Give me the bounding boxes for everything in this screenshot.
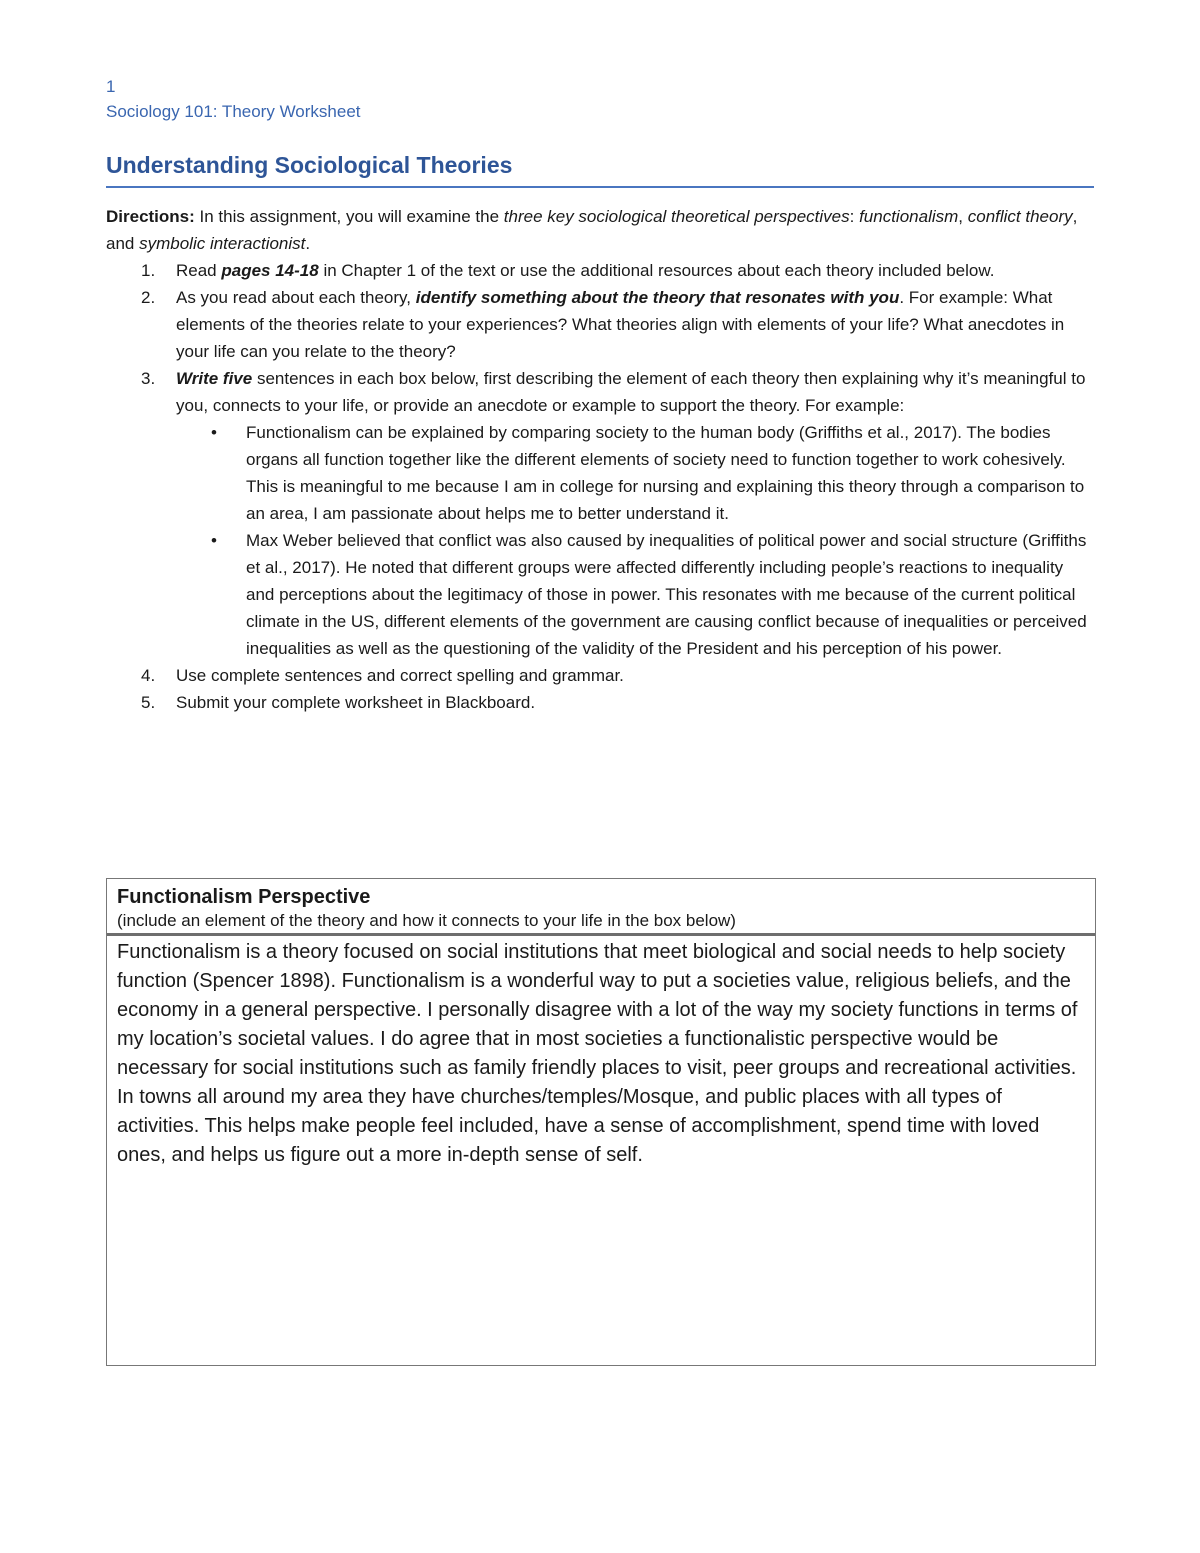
step-text: . For example: What elements of the theories relate to your experiences? What theories align with elements of your life? What anecdotes in your life can you relate to the theory? [176, 288, 1065, 361]
page-title: Understanding Sociological Theories [106, 152, 513, 178]
step-text: in Chapter 1 of the text or use the additional resources about each theory included below. [318, 261, 995, 280]
theory-conflict: conflict theory [967, 207, 1073, 226]
theory-symbolic: symbolic interactionist [139, 234, 306, 253]
step-text: As you read about each theory, [176, 288, 416, 307]
box-title: Functionalism Perspective [117, 886, 371, 908]
directions-text: : [849, 207, 860, 226]
examples-list [176, 419, 1096, 662]
directions-label: Directions: [106, 207, 195, 226]
step-text: Read [176, 261, 222, 280]
example-item [176, 419, 1096, 527]
step-emphasis: Write five [176, 369, 253, 388]
step-emphasis: pages 14-18 [221, 261, 319, 280]
example-item [176, 527, 1096, 662]
step-number: 3. [141, 369, 156, 388]
step-emphasis: identify something about the theory that resonates with you [415, 288, 900, 307]
bullet-icon: • [211, 531, 217, 550]
theory-functionalism: functionalism [859, 207, 959, 226]
title-divider [106, 186, 1094, 188]
response-text[interactable]: Functionalism is a theory focused on social institutions that meet biological and social needs to help society function (Spencer 1898). Functionalism is a wonderful way to put a societies value, religious beliefs, and the economy in a general perspective. I personally disagree with a lot of the way my society functions in terms of my location’s societal values. I do agree that in most societies a functionalistic perspective would be necessary for social institutions such as family friendly places to visit, peer groups and recreational activities. In towns all around my area they have churches/temples/Mosque, and public places with all types of activities. This helps make people feel included, have a sense of accomplishment, spend time with loved ones, and helps us figure out a more in-depth sense of self. [117, 941, 1078, 1166]
step-item [106, 662, 1096, 689]
directions-emphasis: three key sociological theoretical perspectives [503, 207, 850, 226]
directions-text: , [958, 207, 968, 226]
steps-list [106, 257, 1096, 716]
bullet-icon: • [211, 423, 217, 442]
directions-text: , and [106, 207, 1078, 253]
step-number: 5. [141, 693, 156, 712]
directions-intro [106, 203, 1096, 257]
functionalism-box [106, 878, 1096, 1366]
step-text: Use complete sentences and correct spelling and grammar. [176, 666, 624, 685]
example-text: Functionalism can be explained by comparing society to the human body (Griffiths et al., 2017). The bodies organs all function together like the different elements of society need to function together to work cohesively. This is meaningful to me because I am in college for nursing and explaining this theory through a comparison to an area, I am passionate about helps me to better understand it. [246, 423, 1085, 523]
directions-text: . [305, 234, 311, 253]
step-item [106, 257, 1096, 284]
step-number: 2. [141, 288, 156, 307]
step-item [106, 365, 1096, 662]
step-text: sentences in each box below, first describing the element of each theory then explaining why it’s meaningful to you, connects to your life, or provide an anecdote or example to support the theory. For example: [176, 369, 1086, 415]
box-subtitle: (include an element of the theory and how it connects to your life in the box below) [117, 911, 736, 930]
example-text: Max Weber believed that conflict was also caused by inequalities of political power and social structure (Griffiths et al., 2017). He noted that different groups were affected differently including people’s reactions to inequality and perceptions about the legitimacy of those in power. This resonates with me because of the current political climate in the US, different elements of the government are causing conflict because of inequalities or perceived inequalities as well as the questioning of the validity of the President and his perception of his power. [246, 531, 1087, 658]
directions-text: In this assignment, you will examine the [194, 207, 504, 226]
step-text: Submit your complete worksheet in Blackboard. [176, 693, 536, 712]
step-number: 4. [141, 666, 156, 685]
step-item [106, 284, 1096, 365]
course-title: Sociology 101: Theory Worksheet [106, 102, 361, 121]
page-number: 1 [106, 77, 116, 96]
step-number: 1. [141, 261, 156, 280]
box-header [107, 879, 1095, 936]
step-item [106, 689, 1096, 716]
directions-section [106, 203, 1096, 716]
